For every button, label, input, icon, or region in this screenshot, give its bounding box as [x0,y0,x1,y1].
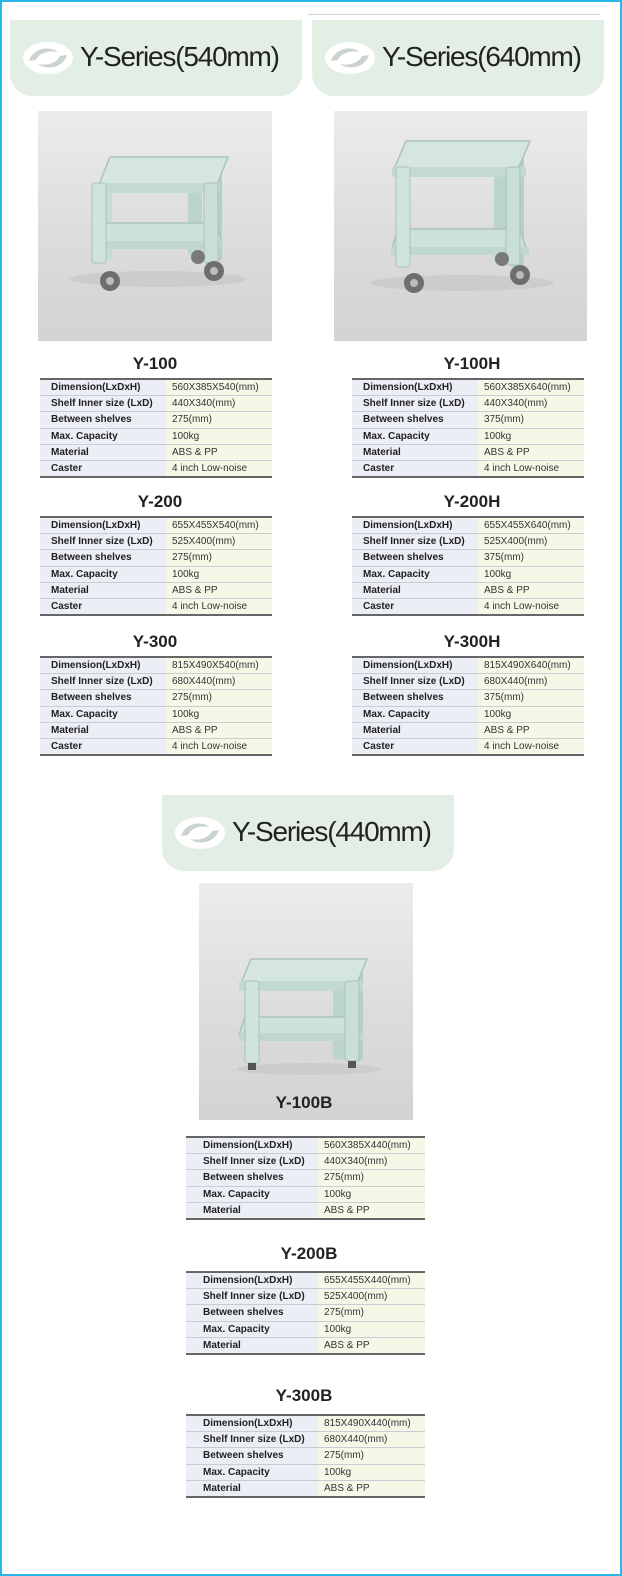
spec-value: 4 inch Low-noise [166,599,272,616]
spec-row [186,1448,425,1464]
spec-row [186,1464,425,1480]
spec-row [186,1186,425,1202]
spec-label: Max. Capacity [352,428,478,444]
section-title: Y-Series(440mm) [232,816,431,847]
spec-value: 100kg [166,706,272,722]
spec-label: Max. Capacity [352,706,478,722]
spec-value: ABS & PP [166,444,272,460]
spec-value: 275(mm) [318,1305,425,1321]
spec-value: ABS & PP [166,582,272,598]
spec-label: Max. Capacity [352,566,478,582]
spec-label: Between shelves [186,1448,318,1464]
spec-value: 375(mm) [478,550,584,566]
spec-value: ABS & PP [318,1337,425,1354]
spec-label: Shelf Inner size (LxD) [40,396,166,412]
spec-row [352,690,584,706]
spec-table [352,656,584,756]
spec-row [186,1305,425,1321]
spec-label: Between shelves [352,412,478,428]
spec-label: Max. Capacity [186,1464,318,1480]
spec-label: Dimension(LxDxH) [40,657,166,674]
swirl-logo-icon [22,40,74,76]
spec-label: Material [40,582,166,598]
spec-label: Dimension(LxDxH) [186,1272,318,1289]
spec-value: ABS & PP [478,582,584,598]
spec-value: 275(mm) [318,1448,425,1464]
spec-value: 4 inch Low-noise [166,739,272,756]
spec-label: Material [352,444,478,460]
swirl-logo-icon [324,40,376,76]
model-name: Y-300B [275,1386,333,1405]
model-name: Y-200H [443,492,501,511]
product-photo-cart-540 [38,111,272,341]
spec-label: Caster [352,599,478,616]
spec-row [352,517,584,534]
spec-row [352,722,584,738]
spec-value: 4 inch Low-noise [166,461,272,478]
spec-label: Caster [40,599,166,616]
spec-row [40,550,272,566]
spec-value: 525X400(mm) [166,534,272,550]
model-name: Y-200 [137,492,183,511]
spec-label: Caster [40,739,166,756]
swirl-logo-icon [174,815,226,851]
section-title: Y-Series(540mm) [80,41,279,72]
spec-value: 440X340(mm) [318,1154,425,1170]
spec-label: Material [186,1480,318,1497]
spec-value: 815X490X440(mm) [318,1415,425,1432]
spec-row [40,444,272,460]
spec-table [40,378,272,478]
spec-value: 100kg [318,1186,425,1202]
spec-row [352,428,584,444]
spec-label: Between shelves [352,550,478,566]
spec-row [40,722,272,738]
spec-value: 440X340(mm) [166,396,272,412]
spec-label: Max. Capacity [40,566,166,582]
spec-row [40,739,272,756]
product-photo-cart-640 [334,111,587,341]
spec-value: 4 inch Low-noise [478,461,584,478]
spec-label: Shelf Inner size (LxD) [186,1154,318,1170]
spec-label: Dimension(LxDxH) [186,1137,318,1154]
spec-value: 275(mm) [166,412,272,428]
spec-label: Between shelves [40,690,166,706]
spec-row [186,1289,425,1305]
spec-row [40,412,272,428]
spec-value: 560X385X540(mm) [166,379,272,396]
spec-value: 815X490X540(mm) [166,657,272,674]
spec-row [40,599,272,616]
section-title: Y-Series(640mm) [382,41,581,72]
spec-label: Dimension(LxDxH) [352,517,478,534]
spec-row [40,674,272,690]
spec-row [352,566,584,582]
spec-row [40,582,272,598]
spec-row [40,396,272,412]
spec-row [352,412,584,428]
spec-label: Dimension(LxDxH) [40,517,166,534]
spec-row [40,534,272,550]
spec-label: Between shelves [186,1170,318,1186]
spec-value: 440X340(mm) [478,396,584,412]
spec-value: 100kg [166,428,272,444]
spec-value: 275(mm) [166,690,272,706]
spec-label: Max. Capacity [186,1321,318,1337]
spec-row [186,1480,425,1497]
spec-label: Dimension(LxDxH) [352,379,478,396]
spec-row [40,657,272,674]
spec-row [352,550,584,566]
spec-row [352,396,584,412]
spec-value: ABS & PP [318,1202,425,1219]
spec-value: 100kg [478,566,584,582]
spec-row [186,1432,425,1448]
spec-value: 560X385X640(mm) [478,379,584,396]
spec-label: Material [352,722,478,738]
spec-label: Max. Capacity [40,428,166,444]
spec-row [352,674,584,690]
spec-label: Dimension(LxDxH) [186,1415,318,1432]
model-name: Y-300 [132,632,178,651]
section-banner-640 [312,20,604,96]
spec-value: 525X400(mm) [318,1289,425,1305]
spec-value: ABS & PP [318,1480,425,1497]
model-name: Y-100 [132,354,178,373]
spec-value: 100kg [166,566,272,582]
spec-value: 815X490X640(mm) [478,657,584,674]
spec-row [40,566,272,582]
model-name: Y-100B [275,1093,333,1112]
spec-value: 100kg [318,1464,425,1480]
spec-label: Shelf Inner size (LxD) [186,1289,318,1305]
spec-value: 655X455X540(mm) [166,517,272,534]
spec-row [352,706,584,722]
spec-label: Shelf Inner size (LxD) [186,1432,318,1448]
spec-value: 275(mm) [166,550,272,566]
spec-table [40,516,272,616]
spec-value: 4 inch Low-noise [478,739,584,756]
spec-value: 100kg [478,428,584,444]
spec-row [186,1321,425,1337]
spec-row [186,1202,425,1219]
spec-label: Between shelves [40,412,166,428]
spec-row [40,379,272,396]
spec-row [186,1137,425,1154]
spec-row [186,1272,425,1289]
spec-label: Material [40,722,166,738]
spec-row [186,1170,425,1186]
spec-value: ABS & PP [478,444,584,460]
spec-label: Between shelves [352,690,478,706]
spec-row [40,706,272,722]
spec-label: Material [186,1337,318,1354]
spec-value: 680X440(mm) [166,674,272,690]
spec-row [352,461,584,478]
spec-label: Between shelves [186,1305,318,1321]
spec-label: Shelf Inner size (LxD) [40,674,166,690]
spec-value: 100kg [318,1321,425,1337]
spec-row [352,599,584,616]
spec-label: Caster [40,461,166,478]
spec-label: Caster [352,461,478,478]
spec-value: 375(mm) [478,412,584,428]
spec-label: Material [186,1202,318,1219]
model-name: Y-100H [443,354,501,373]
spec-label: Max. Capacity [186,1186,318,1202]
spec-value: 525X400(mm) [478,534,584,550]
product-photo-cart-440 [199,883,413,1120]
spec-table [186,1414,425,1498]
spec-label: Dimension(LxDxH) [40,379,166,396]
spec-value: 655X455X640(mm) [478,517,584,534]
spec-value: 4 inch Low-noise [478,599,584,616]
spec-row [186,1415,425,1432]
spec-label: Max. Capacity [40,706,166,722]
spec-value: 680X440(mm) [478,674,584,690]
spec-label: Shelf Inner size (LxD) [352,534,478,550]
spec-label: Shelf Inner size (LxD) [40,534,166,550]
spec-row [40,461,272,478]
spec-value: ABS & PP [166,722,272,738]
spec-label: Shelf Inner size (LxD) [352,396,478,412]
spec-table [186,1136,425,1220]
spec-table [40,656,272,756]
spec-value: 275(mm) [318,1170,425,1186]
spec-table [186,1271,425,1355]
spec-value: 655X455X440(mm) [318,1272,425,1289]
spec-row [352,379,584,396]
spec-table [352,378,584,478]
spec-value: 560X385X440(mm) [318,1137,425,1154]
section-banner-540 [10,20,302,96]
spec-row [186,1337,425,1354]
spec-value: ABS & PP [478,722,584,738]
spec-value: 680X440(mm) [318,1432,425,1448]
spec-row [40,428,272,444]
spec-row [352,657,584,674]
spec-label: Dimension(LxDxH) [352,657,478,674]
model-name: Y-300H [443,632,501,651]
spec-label: Material [40,444,166,460]
model-name: Y-200B [280,1244,338,1263]
divider [308,14,600,15]
spec-row [352,739,584,756]
spec-row [186,1154,425,1170]
spec-label: Shelf Inner size (LxD) [352,674,478,690]
section-banner-440 [162,795,454,871]
spec-label: Material [352,582,478,598]
spec-row [352,534,584,550]
spec-row [40,690,272,706]
spec-value: 100kg [478,706,584,722]
spec-label: Caster [352,739,478,756]
spec-table [352,516,584,616]
spec-row [40,517,272,534]
spec-row [352,444,584,460]
spec-label: Between shelves [40,550,166,566]
spec-row [352,582,584,598]
spec-value: 375(mm) [478,690,584,706]
